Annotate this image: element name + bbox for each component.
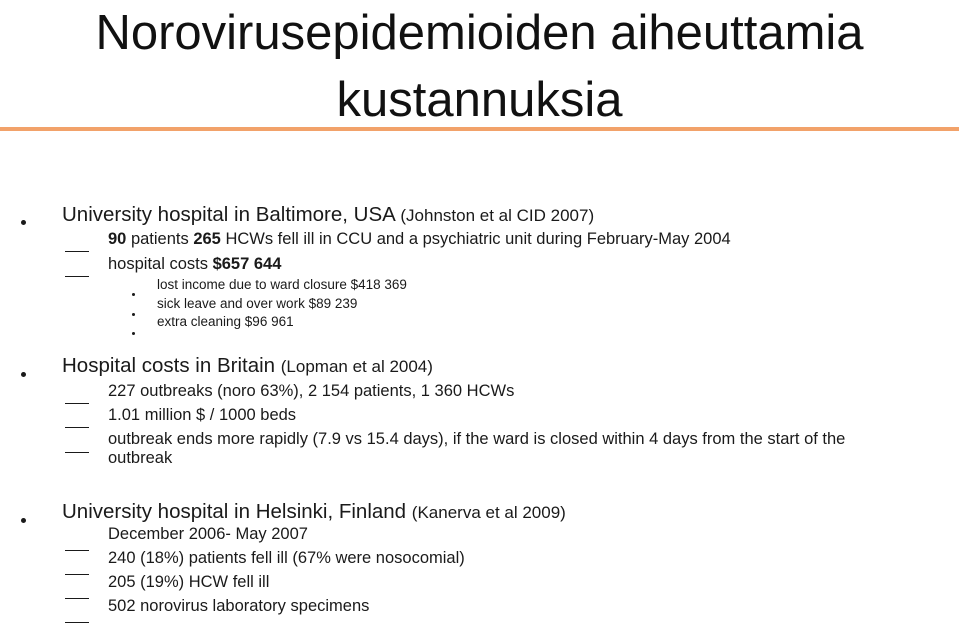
list-item xyxy=(108,255,281,274)
title-underline-rule xyxy=(0,127,959,131)
item-text: HCWs fell ill in CCU and a psychiatric unit during February-May 2004 xyxy=(220,230,731,248)
list-item: 240 (18%) patients fell ill (67% were nosocomial) xyxy=(108,549,465,567)
item-text: patients xyxy=(126,230,194,248)
sub-list-item: extra cleaning $96 961 xyxy=(157,314,294,329)
section-heading-britain xyxy=(62,354,433,378)
section-heading-helsinki xyxy=(62,500,566,524)
dash-icon xyxy=(65,239,89,257)
title-line-1: Norovirusepidemioiden aiheuttamia xyxy=(95,6,864,60)
dash-icon xyxy=(65,415,89,433)
dash-icon xyxy=(65,440,89,458)
small-bullet-icon xyxy=(132,322,135,340)
list-item: 227 outbreaks (noro 63%), 2 154 patients, 1 360 HCWs xyxy=(108,382,515,400)
list-item: 502 norovirus laboratory specimens xyxy=(108,597,370,615)
patient-count: 90 xyxy=(108,230,127,248)
list-item: 205 (19%) HCW fell ill xyxy=(108,573,270,591)
dash-icon xyxy=(65,391,89,409)
small-bullet-icon xyxy=(132,283,135,301)
dash-icon xyxy=(65,610,89,628)
section-citation: (Kanerva et al 2009) xyxy=(411,503,566,522)
title-line-2: kustannuksia xyxy=(336,73,623,127)
bullet-icon xyxy=(21,364,26,382)
dash-icon xyxy=(65,562,89,580)
dash-icon xyxy=(65,264,89,282)
dash-icon xyxy=(65,538,89,556)
section-title: Hospital costs in Britain xyxy=(62,354,276,377)
hcw-count: 265 xyxy=(193,230,221,248)
list-item: December 2006- May 2007 xyxy=(108,525,308,543)
slide-title xyxy=(0,0,959,134)
section-heading-baltimore xyxy=(62,203,594,227)
section-citation: (Lopman et al 2004) xyxy=(280,357,433,376)
bullet-icon xyxy=(21,510,26,528)
item-text: hospital costs xyxy=(108,255,213,273)
list-item: 1.01 million $ / 1000 beds xyxy=(108,406,297,424)
section-title: University hospital in Baltimore, USA xyxy=(62,203,395,226)
small-bullet-icon xyxy=(132,303,135,321)
hospital-cost-value: $657 644 xyxy=(212,255,282,273)
list-item: outbreak ends more rapidly (7.9 vs 15.4 days), if the ward is closed within 4 days from the start of the outbreak xyxy=(108,430,846,467)
sub-list-item: lost income due to ward closure $418 369 xyxy=(157,277,407,292)
sub-list-item: sick leave and over work $89 239 xyxy=(157,296,358,311)
dash-icon xyxy=(65,586,89,604)
bullet-icon xyxy=(21,212,26,230)
section-citation: (Johnston et al CID 2007) xyxy=(400,206,595,225)
section-title: University hospital in Helsinki, Finland xyxy=(62,500,407,523)
list-item xyxy=(108,230,731,249)
